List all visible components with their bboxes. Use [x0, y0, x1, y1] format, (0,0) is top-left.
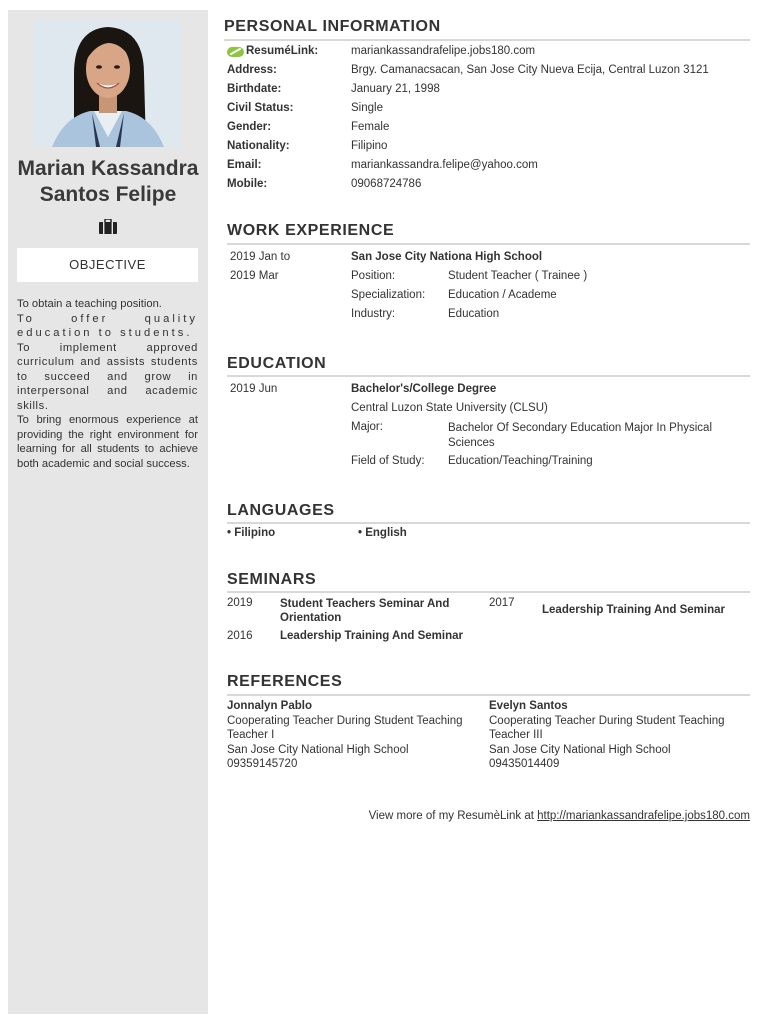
education-date: 2019 Jun [230, 383, 278, 395]
work-date-from: 2019 Jan to [230, 251, 291, 263]
civil-status-label: Civil Status: [227, 102, 294, 114]
profile-photo [34, 19, 181, 147]
mobile-value: 09068724786 [351, 178, 422, 190]
reference-role: Cooperating Teacher During Student Teaching Teacher III [489, 714, 725, 741]
work-specialization-label: Specialization: [351, 289, 426, 301]
footer-text: View more of my ResumèLink at [368, 810, 534, 822]
reference-org: San Jose City National High School [227, 743, 409, 756]
divider [227, 694, 750, 696]
language-name: English [365, 527, 407, 539]
seminar-year: 2019 [227, 597, 253, 609]
sidebar [8, 10, 208, 1014]
nationality-value: Filipino [351, 140, 388, 152]
objective-line: To bring enormous experience at providing the right environment for learning for all students to achieve both academic and social success. [17, 414, 198, 470]
personal-info-title: PERSONAL INFORMATION [224, 18, 441, 35]
profile-name [8, 156, 208, 208]
objective-line: To implement approved curriculum and assists students to succeed and grow in interpersonal and academic skills. [17, 341, 198, 412]
education-degree: Bachelor's/College Degree [351, 383, 497, 395]
work-date-to: 2019 Mar [230, 270, 279, 282]
work-position-label: Position: [351, 270, 396, 282]
education-title: EDUCATION [227, 355, 327, 372]
reference-role: Cooperating Teacher During Student Teaching Teacher I [227, 714, 463, 741]
name-line1: Marian Kassandra [17, 157, 199, 180]
seminars-title: SEMINARS [227, 571, 317, 588]
language-item: • English [358, 527, 407, 539]
address-label: Address: [227, 64, 277, 76]
language-name: Filipino [234, 527, 276, 539]
resumelink-value[interactable]: mariankassandrafelipe.jobs180.com [351, 45, 536, 57]
objective-text [17, 297, 198, 471]
education-field-value: Education/Teaching/Training [448, 455, 593, 467]
address-value: Brgy. Camanacsacan, San Jose City Nueva Ecija, Central Luzon 3121 [351, 64, 709, 76]
reference-org: San Jose City National High School [489, 743, 671, 756]
objective-heading: OBJECTIVE [17, 248, 198, 282]
work-specialization-value: Education / Academe [448, 289, 557, 301]
briefcase-icon [99, 219, 117, 234]
reference-phone: 09435014409 [489, 758, 560, 770]
work-position-value: Student Teacher ( Trainee ) [448, 270, 588, 282]
divider [227, 591, 750, 593]
objective-line: To obtain a teaching position. [17, 298, 162, 310]
work-experience-title: WORK EXPERIENCE [227, 222, 395, 239]
education-school: Central Luzon State University (CLSU) [351, 402, 548, 414]
reference-card [489, 699, 737, 772]
language-item: • Filipino [227, 527, 276, 539]
mobile-label: Mobile: [227, 178, 268, 190]
divider [227, 375, 750, 377]
seminar-name: Leadership Training And Seminar [542, 604, 725, 616]
education-major-label: Major: [351, 421, 383, 433]
gender-value: Female [351, 121, 390, 133]
resumelink-label: ResuméLink: [246, 45, 319, 57]
education-major-value: Bachelor Of Secondary Education Major In Physical Sciences [448, 422, 712, 449]
languages-title: LANGUAGES [227, 502, 335, 519]
reference-name: Evelyn Santos [489, 700, 568, 712]
civil-status-value: Single [351, 102, 383, 114]
objective-line: To offer quality education to students. [17, 312, 198, 339]
work-industry-value: Education [448, 308, 500, 320]
work-company: San Jose City Nationa High School [351, 251, 543, 263]
seminar-year: 2016 [227, 630, 253, 642]
divider [224, 39, 750, 41]
gender-label: Gender: [227, 121, 272, 133]
seminar-name: Leadership Training And Seminar [280, 630, 463, 642]
reference-card [227, 699, 475, 772]
reference-name: Jonnalyn Pablo [227, 700, 312, 712]
divider [227, 243, 750, 245]
birthdate-label: Birthdate: [227, 83, 282, 95]
email-label: Email: [227, 159, 262, 171]
email-value[interactable]: mariankassandra.felipe@yahoo.com [351, 159, 538, 171]
seminar-year: 2017 [489, 597, 515, 609]
work-industry-label: Industry: [351, 308, 396, 320]
divider [227, 522, 750, 524]
nationality-label: Nationality: [227, 140, 290, 152]
references-title: REFERENCES [227, 673, 343, 690]
education-field-label: Field of Study: [351, 455, 425, 467]
seminar-name: Student Teachers Seminar And Orientation [280, 598, 450, 624]
birthdate-value: January 21, 1998 [351, 83, 440, 95]
resumelink-icon [227, 46, 244, 58]
reference-phone: 09359145720 [227, 758, 298, 770]
name-line2: Santos Felipe [39, 183, 177, 206]
footer [369, 810, 750, 822]
footer-link[interactable]: http://mariankassandrafelipe.jobs180.com [537, 810, 750, 822]
